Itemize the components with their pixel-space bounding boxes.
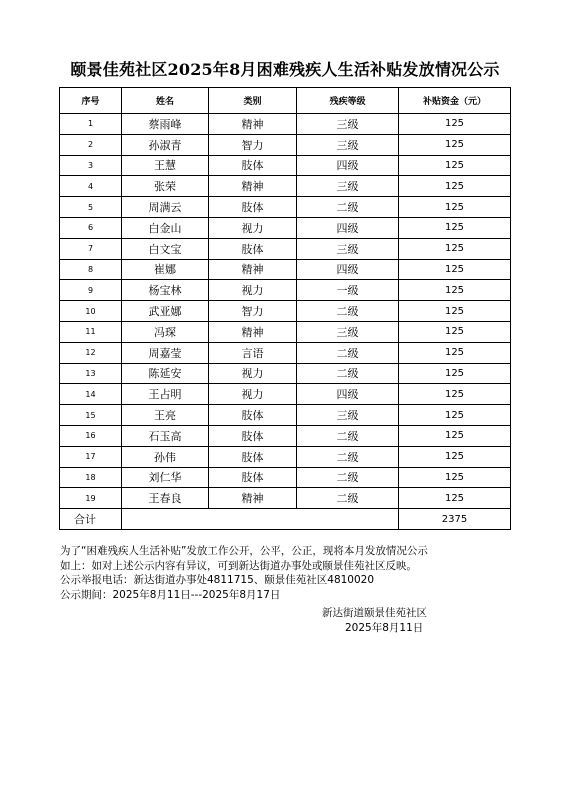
cell-name: 王慧 xyxy=(122,155,209,176)
notice-line-4: 公示期间：2025年8月11日---2025年8月17日 xyxy=(60,588,281,601)
cell-serial: 2 xyxy=(60,134,122,155)
cell-name: 冯琛 xyxy=(122,321,209,342)
table-row xyxy=(60,259,511,280)
table-row xyxy=(60,363,511,384)
cell-subsidy-amount: 125 xyxy=(399,488,511,509)
cell-serial: 5 xyxy=(60,197,122,218)
cell-disability-level: 二级 xyxy=(297,342,399,363)
cell-category: 精神 xyxy=(209,114,297,135)
cell-subsidy-amount: 125 xyxy=(399,114,511,135)
notice-text xyxy=(60,544,520,602)
header-serial: 序号 xyxy=(60,88,122,114)
cell-category: 精神 xyxy=(209,321,297,342)
cell-name: 孙淑青 xyxy=(122,134,209,155)
cell-category: 视力 xyxy=(209,280,297,301)
table-row xyxy=(60,301,511,322)
cell-name: 石玉高 xyxy=(122,425,209,446)
cell-category: 肢体 xyxy=(209,238,297,259)
table-row xyxy=(60,134,511,155)
cell-serial: 14 xyxy=(60,384,122,405)
notice-line-3: 公示举报电话：新达街道办事处4811715、颐景佳苑社区4810020 xyxy=(60,574,375,586)
cell-category: 精神 xyxy=(209,176,297,197)
cell-disability-level: 二级 xyxy=(297,446,399,467)
cell-disability-level: 四级 xyxy=(297,217,399,238)
cell-subsidy-amount: 125 xyxy=(399,155,511,176)
cell-disability-level: 四级 xyxy=(297,155,399,176)
total-row xyxy=(60,509,511,530)
table-header-row xyxy=(60,88,511,114)
cell-subsidy-amount: 125 xyxy=(399,405,511,426)
cell-name: 王春良 xyxy=(122,488,209,509)
cell-serial: 8 xyxy=(60,259,122,280)
cell-disability-level: 二级 xyxy=(297,488,399,509)
cell-serial: 1 xyxy=(60,114,122,135)
cell-serial: 6 xyxy=(60,217,122,238)
cell-name: 周嘉莹 xyxy=(122,342,209,363)
cell-name: 蔡雨峰 xyxy=(122,114,209,135)
cell-subsidy-amount: 125 xyxy=(399,321,511,342)
cell-subsidy-amount: 125 xyxy=(399,217,511,238)
cell-category: 肢体 xyxy=(209,405,297,426)
cell-disability-level: 三级 xyxy=(297,134,399,155)
cell-serial: 10 xyxy=(60,301,122,322)
notice-line-1: 为了“困难残疾人生活补贴”发放工作公开，公平，公正，现将本月发放情况公示 xyxy=(60,545,428,557)
cell-serial: 7 xyxy=(60,238,122,259)
cell-serial: 9 xyxy=(60,280,122,301)
cell-serial: 4 xyxy=(60,176,122,197)
cell-category: 视力 xyxy=(209,384,297,405)
cell-disability-level: 三级 xyxy=(297,238,399,259)
cell-subsidy-amount: 125 xyxy=(399,280,511,301)
cell-category: 肢体 xyxy=(209,467,297,488)
subsidy-table xyxy=(59,87,511,530)
cell-category: 肢体 xyxy=(209,197,297,218)
table-row xyxy=(60,488,511,509)
cell-serial: 11 xyxy=(60,321,122,342)
cell-subsidy-amount: 125 xyxy=(399,446,511,467)
cell-category: 肢体 xyxy=(209,155,297,176)
cell-subsidy-amount: 125 xyxy=(399,259,511,280)
cell-serial: 19 xyxy=(60,488,122,509)
table-row xyxy=(60,321,511,342)
cell-disability-level: 四级 xyxy=(297,384,399,405)
cell-name: 王占明 xyxy=(122,384,209,405)
table-row xyxy=(60,467,511,488)
cell-subsidy-amount: 125 xyxy=(399,363,511,384)
cell-category: 视力 xyxy=(209,217,297,238)
cell-disability-level: 三级 xyxy=(297,405,399,426)
signature-org: 新达街道颐景佳苑社区 xyxy=(322,607,427,619)
cell-name: 杨宝林 xyxy=(122,280,209,301)
cell-subsidy-amount: 125 xyxy=(399,425,511,446)
cell-name: 刘仁华 xyxy=(122,467,209,488)
header-subsidy-amount: 补贴资金（元） xyxy=(399,88,511,114)
table-row xyxy=(60,176,511,197)
cell-serial: 17 xyxy=(60,446,122,467)
cell-name: 白金山 xyxy=(122,217,209,238)
cell-serial: 16 xyxy=(60,425,122,446)
cell-serial: 12 xyxy=(60,342,122,363)
cell-serial: 13 xyxy=(60,363,122,384)
cell-name: 武亚娜 xyxy=(122,301,209,322)
table-row xyxy=(60,155,511,176)
cell-disability-level: 四级 xyxy=(297,259,399,280)
total-amount: 2375 xyxy=(399,509,511,530)
total-empty-cell xyxy=(122,509,399,530)
cell-disability-level: 一级 xyxy=(297,280,399,301)
cell-subsidy-amount: 125 xyxy=(399,342,511,363)
header-category: 类别 xyxy=(209,88,297,114)
header-name: 姓名 xyxy=(122,88,209,114)
table-row xyxy=(60,280,511,301)
cell-subsidy-amount: 125 xyxy=(399,134,511,155)
table-row xyxy=(60,114,511,135)
cell-disability-level: 三级 xyxy=(297,321,399,342)
cell-category: 视力 xyxy=(209,363,297,384)
cell-subsidy-amount: 125 xyxy=(399,467,511,488)
cell-disability-level: 二级 xyxy=(297,301,399,322)
table-row xyxy=(60,238,511,259)
header-disability-level: 残疾等级 xyxy=(297,88,399,114)
cell-disability-level: 二级 xyxy=(297,467,399,488)
cell-category: 精神 xyxy=(209,259,297,280)
cell-disability-level: 三级 xyxy=(297,114,399,135)
table-row xyxy=(60,425,511,446)
cell-subsidy-amount: 125 xyxy=(399,238,511,259)
page-title: 颐景佳苑社区2025年8月困难残疾人生活补贴发放情况公示 xyxy=(70,60,500,79)
cell-disability-level: 二级 xyxy=(297,425,399,446)
cell-subsidy-amount: 125 xyxy=(399,384,511,405)
cell-serial: 15 xyxy=(60,405,122,426)
table-row xyxy=(60,197,511,218)
cell-name: 白文宝 xyxy=(122,238,209,259)
cell-disability-level: 二级 xyxy=(297,363,399,384)
table-row xyxy=(60,446,511,467)
cell-category: 智力 xyxy=(209,134,297,155)
cell-name: 陈延安 xyxy=(122,363,209,384)
table-row xyxy=(60,342,511,363)
cell-name: 王亮 xyxy=(122,405,209,426)
cell-name: 崔娜 xyxy=(122,259,209,280)
signature-date: 2025年8月11日 xyxy=(345,622,424,634)
table-row xyxy=(60,405,511,426)
cell-category: 肢体 xyxy=(209,446,297,467)
cell-serial: 3 xyxy=(60,155,122,176)
table-row xyxy=(60,384,511,405)
total-label: 合计 xyxy=(60,509,122,530)
cell-category: 肢体 xyxy=(209,425,297,446)
cell-name: 孙伟 xyxy=(122,446,209,467)
cell-subsidy-amount: 125 xyxy=(399,197,511,218)
cell-subsidy-amount: 125 xyxy=(399,301,511,322)
notice-line-2: 如上：如对上述公示内容有异议，可到新达街道办事处或颐景佳苑社区反映。 xyxy=(60,559,417,572)
table-row xyxy=(60,217,511,238)
cell-category: 精神 xyxy=(209,488,297,509)
cell-category: 智力 xyxy=(209,301,297,322)
cell-name: 张荣 xyxy=(122,176,209,197)
cell-subsidy-amount: 125 xyxy=(399,176,511,197)
cell-disability-level: 二级 xyxy=(297,197,399,218)
cell-serial: 18 xyxy=(60,467,122,488)
cell-category: 言语 xyxy=(209,342,297,363)
cell-name: 周满云 xyxy=(122,197,209,218)
cell-disability-level: 三级 xyxy=(297,176,399,197)
